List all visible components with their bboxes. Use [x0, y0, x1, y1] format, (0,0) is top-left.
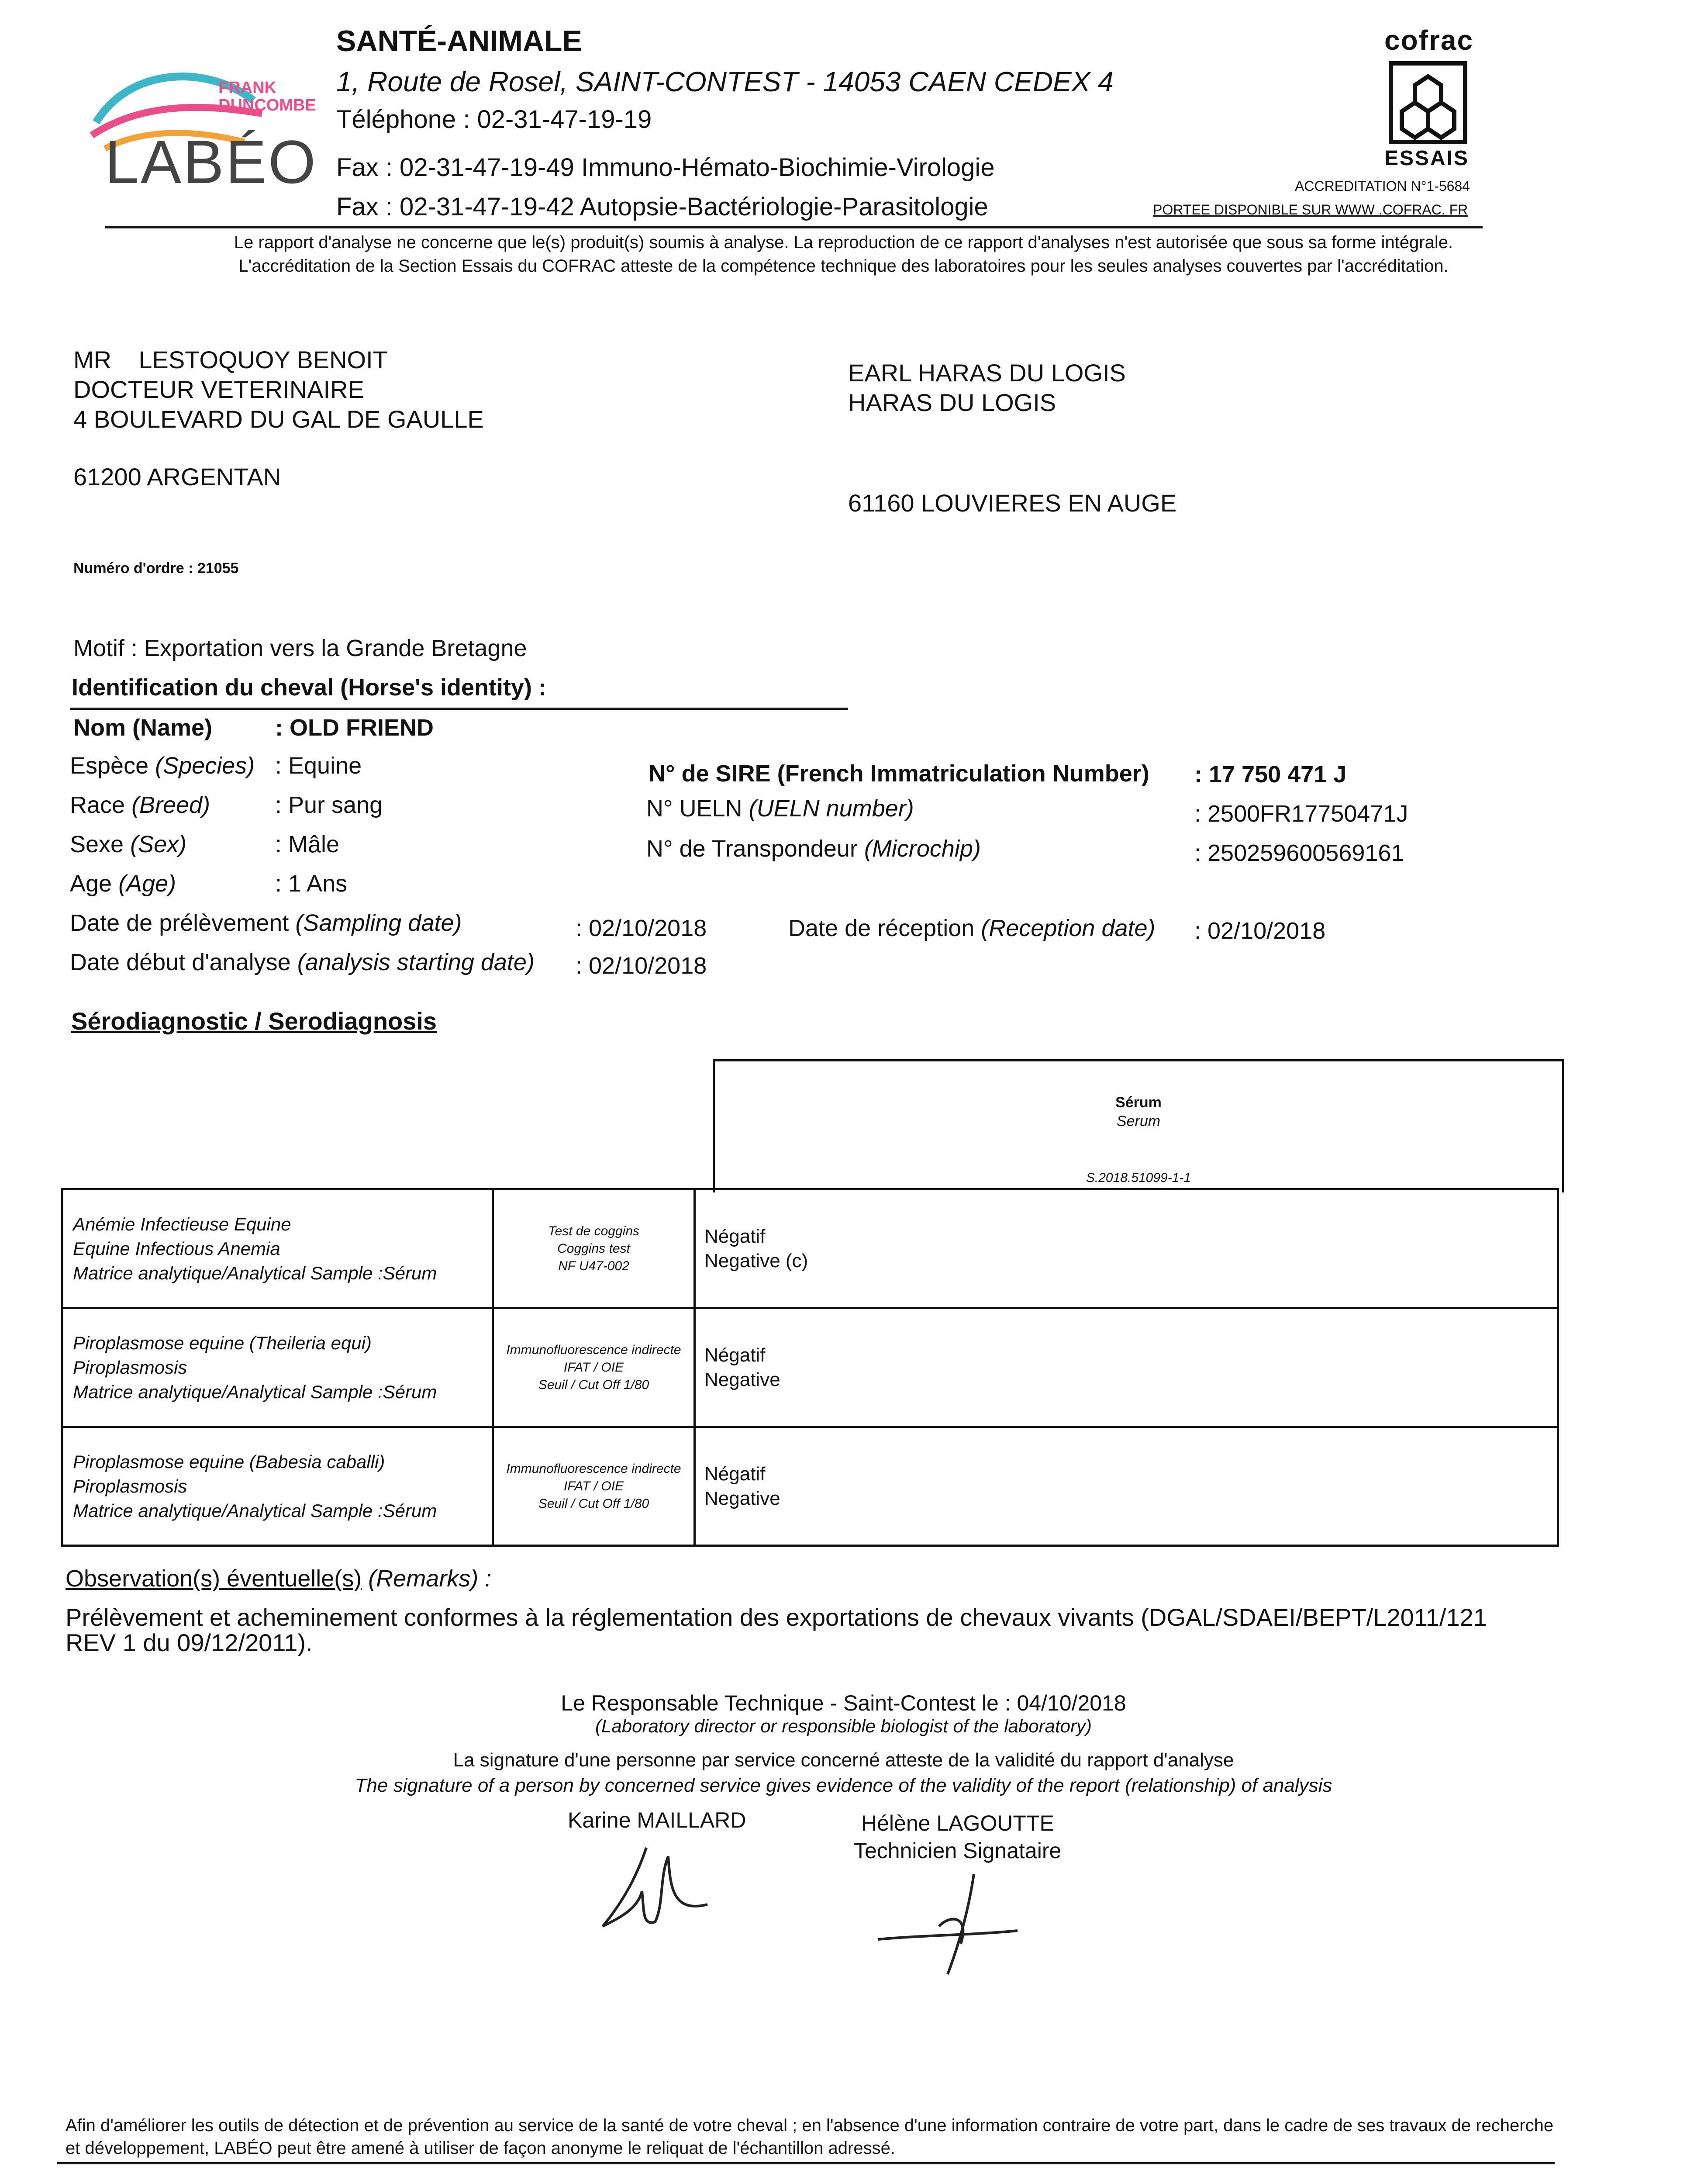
age-value: : 1 Ans — [275, 871, 348, 897]
identification-title: Identification du cheval (Horse's identity) : — [72, 674, 546, 701]
signer-1-name: Karine MAILLARD — [568, 1808, 746, 1832]
disease-name-en: Equine Infectious Anemia — [73, 1238, 280, 1259]
name-value: : OLD FRIEND — [275, 715, 434, 741]
ueln-label-en: (UELN number) — [749, 795, 914, 822]
logo-sub-2: DUNCOMBE — [218, 96, 316, 114]
validity-fr: La signature d'une personne par service concerné atteste de la validité du rapport d'analyse — [453, 1749, 1234, 1771]
result-fr: Négatif — [704, 1344, 766, 1366]
disease-name-en: Piroplasmosis — [73, 1357, 187, 1378]
remarks-label-en: (Remarks) : — [368, 1565, 492, 1592]
result-fr: Négatif — [704, 1463, 766, 1485]
species-value: : Equine — [275, 753, 362, 779]
validity-en: The signature of a person by concerned service gives evidence of the validity of the report (relationship) of analysis — [355, 1775, 1332, 1796]
result-en: Negative (c) — [704, 1250, 808, 1272]
name-label: Nom (Name) — [73, 715, 213, 741]
cofrac-scope: PORTEE DISPONIBLE SUR WWW .COFRAC. FR — [1153, 202, 1468, 218]
method-line-2: Coggins test — [557, 1241, 630, 1256]
method-cell — [493, 1427, 695, 1546]
start-date-label — [70, 949, 535, 976]
signer-2-name: Hélène LAGOUTTE — [861, 1811, 1054, 1835]
sex-label-fr: Sexe — [70, 831, 124, 857]
ueln-label-fr: N° UELN — [646, 795, 742, 822]
disease-cell — [62, 1427, 493, 1546]
footer-note: Afin d'améliorer les outils de détection et de prévention au service de la santé de votre cheval ; en l'absence d'une information contraire de votre part, dans le cadre de ses travaux de recherche et développement, LABÉO peut être amené à utiliser de façon anonyme le reliquat de l'échantillon adressé. — [66, 2116, 1554, 2158]
result-cell — [695, 1308, 1558, 1427]
reception-date-label — [788, 915, 1156, 942]
recipient-line-1: EARL HARAS DU LOGIS — [848, 359, 1126, 387]
table-row — [62, 1308, 1558, 1427]
remarks-text-2: REV 1 du 09/12/2011). — [66, 1629, 313, 1656]
result-en: Negative — [704, 1487, 780, 1509]
header-divider — [105, 226, 1483, 228]
sender-line-1: MR LESTOQUOY BENOIT — [73, 346, 388, 373]
method-line-3: NF U47-002 — [558, 1258, 629, 1273]
sampling-label-fr: Date de prélèvement — [70, 910, 289, 936]
footer-divider — [57, 2162, 1555, 2164]
disease-name: Piroplasmose equine (Babesia caballi) — [73, 1451, 385, 1472]
reception-label-en: (Reception date) — [981, 915, 1156, 941]
recipient-line-2: HARAS DU LOGIS — [848, 389, 1056, 416]
disclaimer-2: L'accréditation de la Section Essais du COFRAC atteste de la compétence technique des laboratoires pour les seules analyses couvertes par l'accréditation. — [238, 256, 1449, 276]
result-cell — [695, 1427, 1558, 1546]
disease-name-en: Piroplasmosis — [73, 1476, 187, 1496]
lab-fax-1: Fax : 02-31-47-19-49 Immuno-Hémato-Biochimie-Virologie — [336, 153, 995, 182]
cofrac-name: cofrac — [1384, 24, 1474, 56]
sampling-label-en: (Sampling date) — [295, 910, 462, 936]
results-table — [61, 1188, 1559, 1547]
accreditation-number: ACCREDITATION N°1-5684 — [1295, 178, 1470, 194]
method-line-3: Seuil / Cut Off 1/80 — [538, 1496, 649, 1511]
signature-1-icon — [594, 1839, 725, 1948]
recipient-address — [848, 358, 1126, 418]
method-cell — [493, 1308, 695, 1427]
method-line-3: Seuil / Cut Off 1/80 — [538, 1377, 649, 1392]
logo-brand: LABÉO — [105, 128, 317, 196]
breed-label-en: (Breed) — [131, 792, 210, 818]
remarks-label-fr: Observation(s) éventuelle(s) — [66, 1565, 362, 1592]
result-en: Negative — [704, 1368, 780, 1390]
signer-2-role: Technicien Signataire — [854, 1838, 1062, 1863]
reception-date-value: : 02/10/2018 — [1194, 918, 1326, 944]
start-label-fr: Date début d'analyse — [70, 949, 291, 975]
method-line-2: IFAT / OIE — [563, 1360, 624, 1375]
sender-address — [73, 345, 484, 434]
recipient-city: 61160 LOUVIERES EN AUGE — [848, 489, 1177, 517]
matrix: Matrice analytique/Analytical Sample :Sérum — [73, 1381, 437, 1402]
sire-value: : 17 750 471 J — [1194, 761, 1347, 788]
labeo-logo — [79, 48, 317, 196]
serum-sample-id: S.2018.51099-1-1 — [1086, 1171, 1191, 1185]
sampling-date-label — [70, 909, 462, 936]
matrix: Matrice analytique/Analytical Sample :Sérum — [73, 1500, 437, 1521]
cofrac-essais: ESSAIS — [1384, 147, 1470, 170]
disease-name: Piroplasmose equine (Theileria equi) — [73, 1332, 372, 1353]
sender-line-2: DOCTEUR VETERINAIRE — [73, 376, 364, 403]
disease-cell — [62, 1308, 493, 1427]
table-row — [62, 1189, 1558, 1308]
species-label-fr: Espèce — [70, 753, 149, 779]
age-label-fr: Age — [70, 871, 112, 897]
motif: Motif : Exportation vers la Grande Bretagne — [73, 635, 527, 661]
serum-header — [713, 1059, 1564, 1192]
matrix: Matrice analytique/Analytical Sample :Sérum — [73, 1262, 437, 1283]
age-label-en: (Age) — [118, 871, 176, 897]
sampling-date-value: : 02/10/2018 — [576, 915, 707, 941]
serodiagnostic-title: Sérodiagnostic / Serodiagnosis — [71, 1007, 437, 1035]
breed-label — [70, 791, 210, 819]
identification-underline — [70, 708, 848, 710]
lab-phone: Téléphone : 02-31-47-19-19 — [336, 105, 652, 134]
serum-label-fr: Sérum — [1115, 1094, 1162, 1111]
sex-value: : Mâle — [275, 831, 340, 857]
breed-value: : Pur sang — [275, 792, 383, 818]
transponder-value: : 250259600569161 — [1194, 840, 1404, 866]
sender-line-3: 4 BOULEVARD DU GAL DE GAULLE — [73, 405, 484, 433]
species-label — [70, 752, 255, 779]
age-label — [70, 870, 176, 897]
cofrac-emblem-icon — [1384, 59, 1472, 146]
serum-label-en: Serum — [1116, 1113, 1161, 1130]
transponder-label-en: (Microchip) — [864, 836, 981, 862]
sex-label — [70, 831, 186, 858]
start-date-value: : 02/10/2018 — [576, 953, 707, 979]
remarks-text-1: Prélèvement et acheminement conformes à la réglementation des exportations de chevaux vivants (DGAL/SDAEI/BEPT/L2011/121 — [66, 1603, 1487, 1631]
sender-city: 61200 ARGENTAN — [73, 463, 281, 491]
method-cell — [493, 1189, 695, 1308]
disease-cell — [62, 1189, 493, 1308]
logo-sub-1: FRANK — [218, 79, 276, 97]
species-label-en: (Species) — [155, 753, 255, 779]
ueln-value: : 2500FR17750471J — [1194, 801, 1408, 827]
lab-fax-2: Fax : 02-31-47-19-42 Autopsie-Bactériologie-Parasitologie — [336, 193, 988, 221]
lab-title: SANTÉ-ANIMALE — [336, 24, 582, 58]
method-line-1: Test de coggins — [548, 1223, 640, 1238]
result-cell — [695, 1189, 1558, 1308]
method-line-1: Immunofluorescence indirecte — [506, 1461, 681, 1476]
reception-label-fr: Date de réception — [788, 915, 975, 941]
cofrac-logo — [1380, 24, 1476, 173]
result-fr: Négatif — [704, 1225, 766, 1247]
signature-2-icon — [873, 1870, 1031, 1983]
remarks-label — [66, 1565, 491, 1592]
method-line-2: IFAT / OIE — [563, 1479, 624, 1493]
table-row — [62, 1427, 1558, 1546]
transponder-label-fr: N° de Transpondeur — [646, 836, 858, 862]
transponder-label — [646, 835, 981, 862]
start-label-en: (analysis starting date) — [297, 949, 535, 975]
sex-label-en: (Sex) — [130, 831, 187, 857]
responsible-line-en: (Laboratory director or responsible biologist of the laboratory) — [595, 1716, 1092, 1736]
method-line-1: Immunofluorescence indirecte — [506, 1342, 681, 1357]
ueln-label — [646, 795, 914, 822]
breed-label-fr: Race — [70, 792, 125, 818]
order-number: Numéro d'ordre : 21055 — [73, 560, 239, 577]
lab-address: 1, Route de Rosel, SAINT-CONTEST - 14053 CAEN CEDEX 4 — [336, 66, 1114, 97]
disclaimer-1: Le rapport d'analyse ne concerne que le(s) produit(s) soumis à analyse. La reproduction de ce rapport d'analyses n'est autorisée que sous sa forme intégrale. — [234, 233, 1453, 252]
sire-label: N° de SIRE (French Immatriculation Number) — [649, 760, 1149, 787]
responsible-line: Le Responsable Technique - Saint-Contest le : 04/10/2018 — [561, 1691, 1126, 1715]
disease-name: Anémie Infectieuse Equine — [73, 1213, 291, 1234]
